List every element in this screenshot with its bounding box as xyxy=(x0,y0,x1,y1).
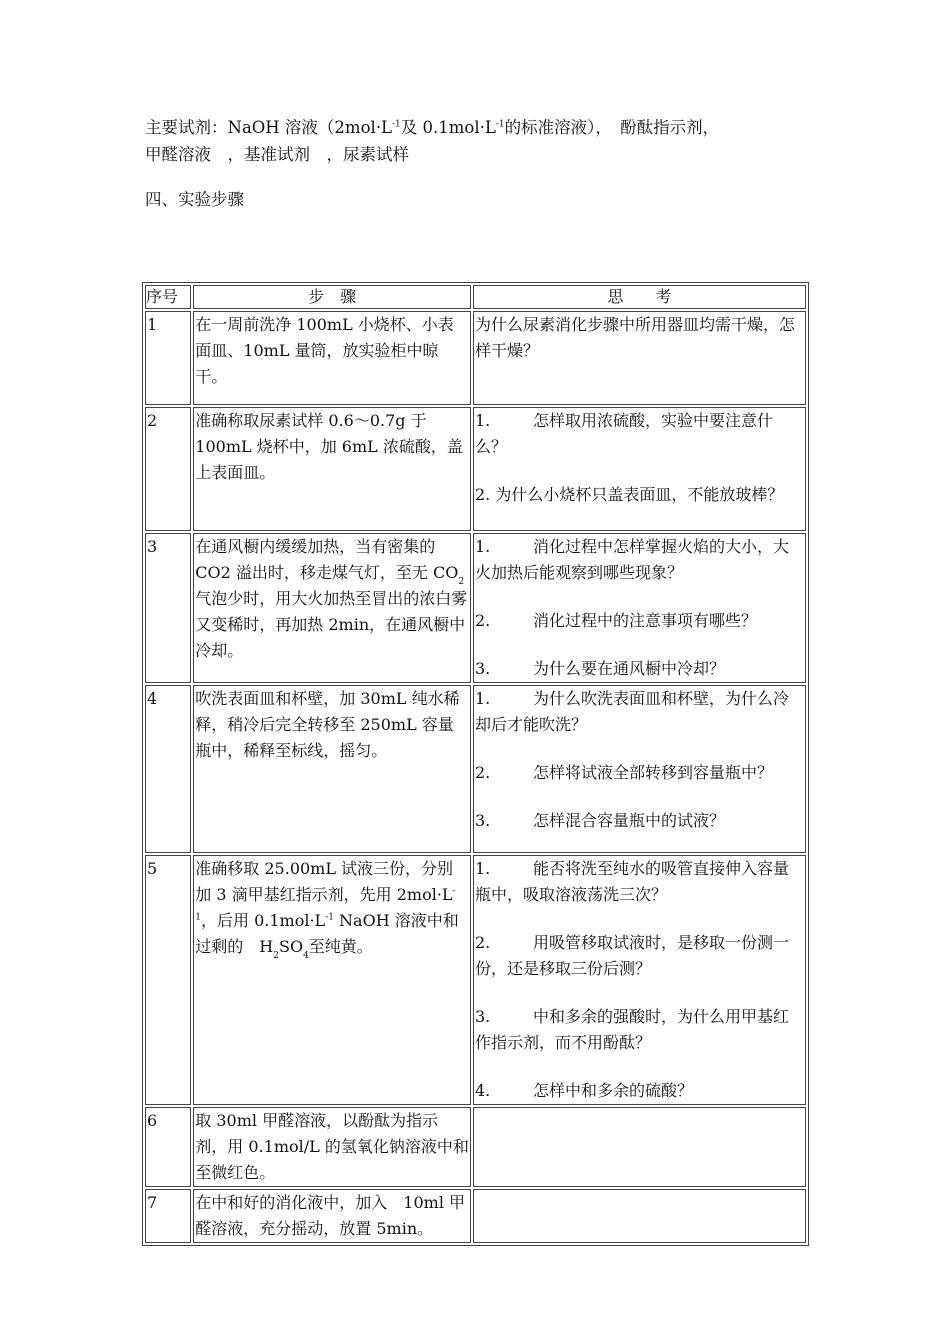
row-step: 取 30ml 甲醛溶液，以酚酞为指示剂，用 0.1mol/L 的氢氧化钠溶液中和至微红色。 xyxy=(193,1107,471,1187)
question: 3. 中和多余的强酸时，为什么用甲基红作指示剂，而不用酚酞？ xyxy=(474,1007,789,1052)
row-questions xyxy=(473,533,806,683)
table-row xyxy=(145,1189,806,1243)
row-questions xyxy=(473,407,806,531)
question: 1. 怎样取用浓硫酸，实验中要注意什么？ xyxy=(474,411,773,456)
row-questions xyxy=(473,685,806,853)
question: 4. 怎样中和多余的硫酸？ xyxy=(474,1081,693,1100)
question: 2. 用吸管移取试液时，是移取一份测一份，还是移取三份后测？ xyxy=(474,933,789,978)
row-step: 吹洗表面皿和杯壁，加 30mL 纯水稀释，稍冷后完全转移至 250mL 容量瓶中，稀释至标线，摇匀。 xyxy=(193,685,471,853)
row-questions xyxy=(473,1107,806,1187)
row-step: 在中和好的消化液中，加入 10ml 甲醛溶液，充分摇动，放置 5min。 xyxy=(193,1189,471,1243)
superscript: -1 xyxy=(195,886,456,923)
row-questions xyxy=(473,855,806,1105)
row-step: 准确移取 25.00mL 试液三份，分别加 3 滴甲基红指示剂，先用 $2mol\cdot L^{-1}$，后用 $0.1mol\cdot L^{-1}$ NaOH 溶液中和过剩的 $H_2SO_4$至纯黄。 xyxy=(193,855,471,1105)
row-questions xyxy=(473,1189,806,1243)
superscript: -1 xyxy=(325,912,334,923)
table-row xyxy=(145,685,806,853)
row-seq: 5 xyxy=(145,855,191,1105)
question: 3. 为什么要在通风橱中冷却？ xyxy=(474,659,725,678)
reagents-line-1: 主要试剂：NaOH 溶液（$2mol\cdot L^{-1}$及 $0.1mol\cdot L^{-1}$的标准溶液）， 酚酞指示剂， xyxy=(145,118,720,137)
row-seq: 2 xyxy=(145,407,191,531)
row-seq: 6 xyxy=(145,1107,191,1187)
steps-table xyxy=(142,282,809,1246)
question: 2. 怎样将试液全部转移到容量瓶中？ xyxy=(474,763,773,782)
table-row xyxy=(145,407,806,531)
question: 2. 为什么小烧杯只盖表面皿，不能放玻棒？ xyxy=(474,485,784,504)
header-think: 思 考 xyxy=(473,285,806,309)
question: 1. 能否将洗至纯水的吸管直接伸入容量瓶中，吸取溶液荡洗三次？ xyxy=(474,859,789,904)
question: 3. 怎样混合容量瓶中的试液？ xyxy=(474,811,725,830)
row-seq: 7 xyxy=(145,1189,191,1243)
question: 2. 消化过程中的注意事项有哪些？ xyxy=(474,611,757,630)
row-questions xyxy=(473,311,806,405)
header-seq: 序号 xyxy=(145,285,191,309)
table-row xyxy=(145,533,806,683)
superscript: -1 xyxy=(392,119,401,130)
reagents-paragraph xyxy=(145,114,719,168)
row-seq: 1 xyxy=(145,311,191,405)
row-seq: 4 xyxy=(145,685,191,853)
question: 为什么尿素消化步骤中所用器皿均需干燥，怎样干燥？ xyxy=(474,315,795,360)
table-row xyxy=(145,855,806,1105)
subscript: 2 xyxy=(458,577,465,587)
question: 1. 消化过程中怎样掌握火焰的大小，大火加热后能观察到哪些现象？ xyxy=(474,537,789,582)
section-heading: 四、实验步骤 xyxy=(145,190,244,209)
row-step: 准确称取尿素试样 0.6～0.7g 于 100mL 烧杯中，加 6mL 浓硫酸，盖上表面皿。 xyxy=(193,407,471,531)
superscript: -1 xyxy=(495,119,505,130)
table-header-row xyxy=(145,285,806,309)
question: 1. 为什么吹洗表面皿和杯壁，为什么冷却后才能吹洗？ xyxy=(474,689,789,734)
table-row xyxy=(145,1107,806,1187)
row-step: 在通风橱内缓缓加热，当有密集的 CO2 溢出时，移走煤气灯，至无 $CO_2$气泡少时，用大火加热至冒出的浓白雾又变稀时，再加热 2min，在通风橱中冷却。 xyxy=(193,533,471,683)
table-row xyxy=(145,311,806,405)
row-step: 在一周前洗净 100mL 小烧杯、小表面皿、10mL 量筒，放实验柜中晾干。 xyxy=(193,311,471,405)
reagents-line-2: 甲醛溶液 ，基准试剂 ，尿素试样 xyxy=(145,145,409,164)
header-step: 步 骤 xyxy=(193,285,471,309)
subscript: 2 xyxy=(273,951,279,961)
subscript: 4 xyxy=(303,951,309,961)
row-seq: 3 xyxy=(145,533,191,683)
